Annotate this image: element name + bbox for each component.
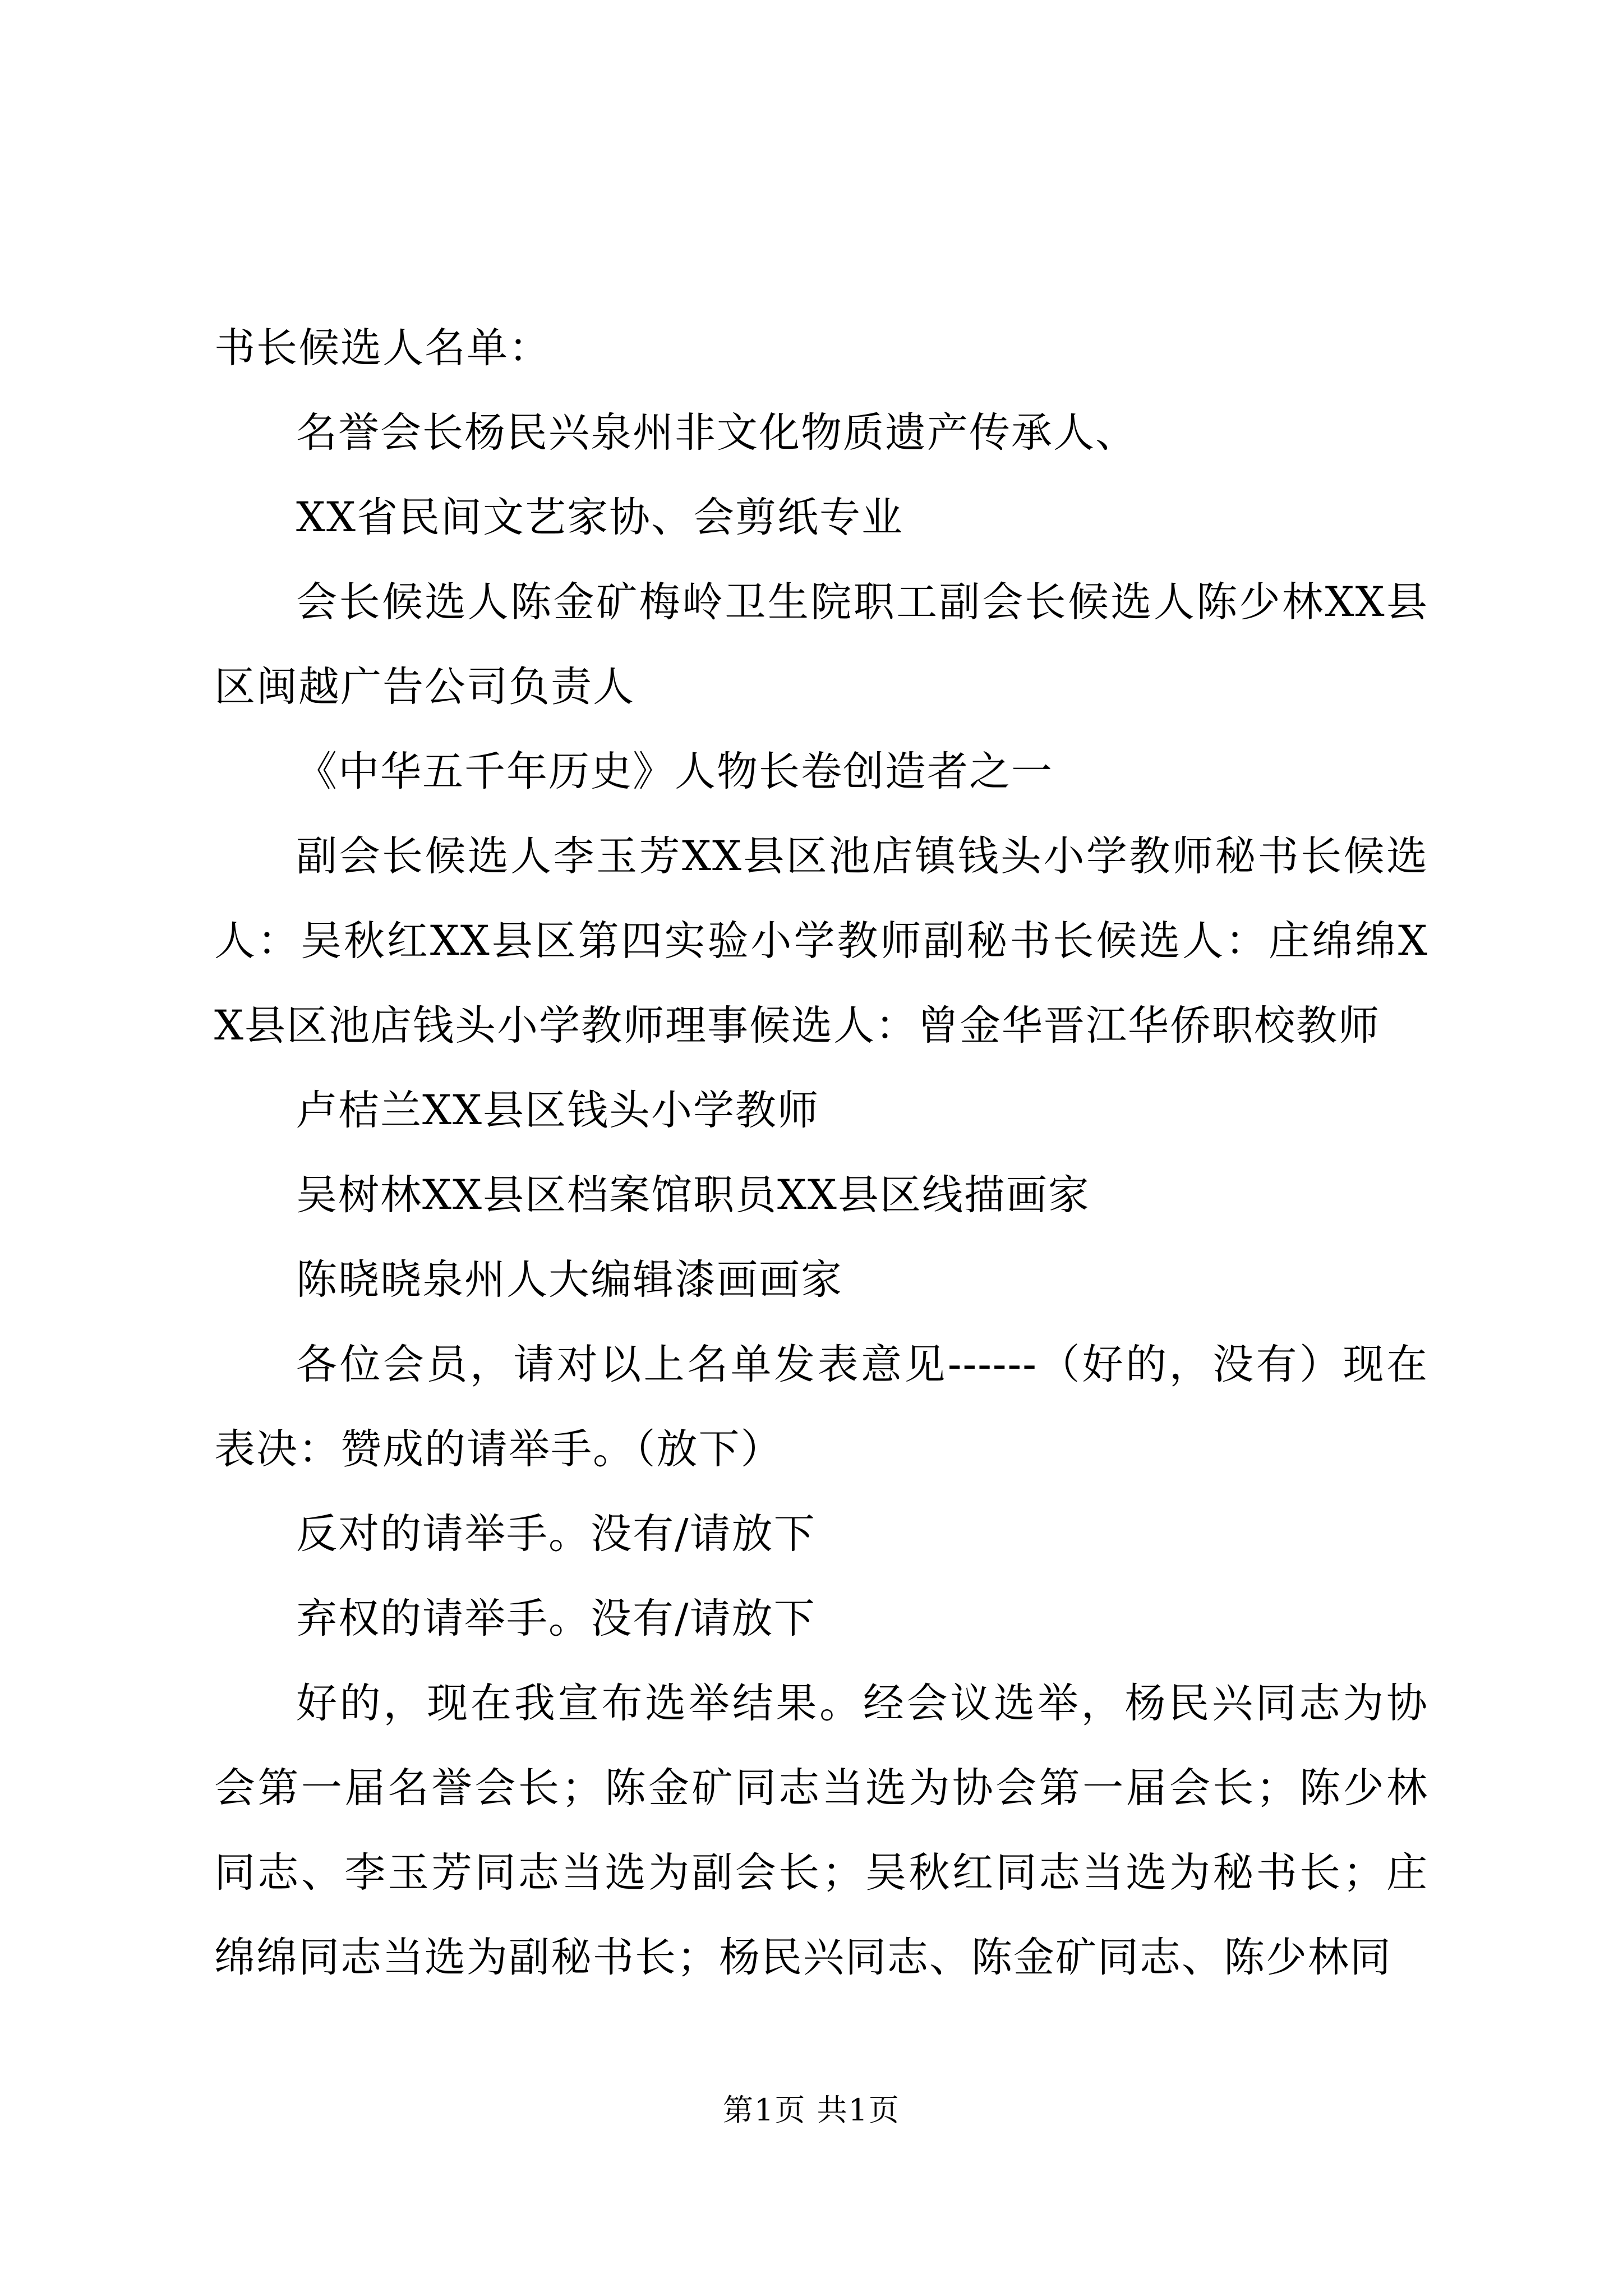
paragraph-secretary-candidates: 副会长候选人李玉芳XX县区池店镇钱头小学教师秘书长候选人：吴秋红XX县区第四实验小学教师副秘书长候选人：庄绵绵XX县区池店钱头小学教师理事候选人：曾金华晋江华侨职校教师 <box>214 832 1428 1050</box>
paragraph-election-results: 好的，现在我宣布选举结果。经会议选举，杨民兴同志为协会第一届名誉会长；陈金矿同志当选为协会第一届会长；陈少林同志、李玉芳同志当选为副会长；吴秋红同志当选为秘书长；庄绵绵同志当选为副秘书长；杨民兴同志、陈金矿同志、陈少林同 <box>214 1680 1428 1981</box>
paragraph-paper-cutting: XX省民间文艺家协、会剪纸专业 <box>296 494 903 541</box>
paragraph-vote-call: 各位会员，请对以上名单发表意见------（好的，没有）现在表决：赞成的请举手。（放下） <box>214 1341 1428 1473</box>
document-body <box>214 306 1428 2000</box>
paragraph-history-scroll: 《中华五千年历史》人物长卷创造者之一 <box>296 748 1053 795</box>
paragraph-council-member-1: 卢桔兰XX县区钱头小学教师 <box>296 1087 819 1134</box>
paragraph-honorary-president: 名誉会长杨民兴泉州非文化物质遗产传承人、 <box>296 409 1137 457</box>
paragraph-vote-against: 反对的请举手。没有/请放下 <box>296 1510 816 1558</box>
paragraph-council-member-3: 陈晓晓泉州人大编辑漆画画家 <box>296 1256 843 1304</box>
paragraph-vote-abstain: 弃权的请举手。没有/请放下 <box>296 1595 816 1642</box>
paragraph-president-candidates: 会长候选人陈金矿梅岭卫生院职工副会长候选人陈少林XX县区闽越广告公司负责人 <box>214 578 1428 711</box>
paragraph-candidate-list-heading: 书长候选人名单： <box>214 324 551 372</box>
paragraph-council-member-2: 吴树林XX县区档案馆职员XX县区线描画家 <box>296 1171 1090 1219</box>
page-number-footer: 第1页 共1页 <box>723 2092 900 2128</box>
